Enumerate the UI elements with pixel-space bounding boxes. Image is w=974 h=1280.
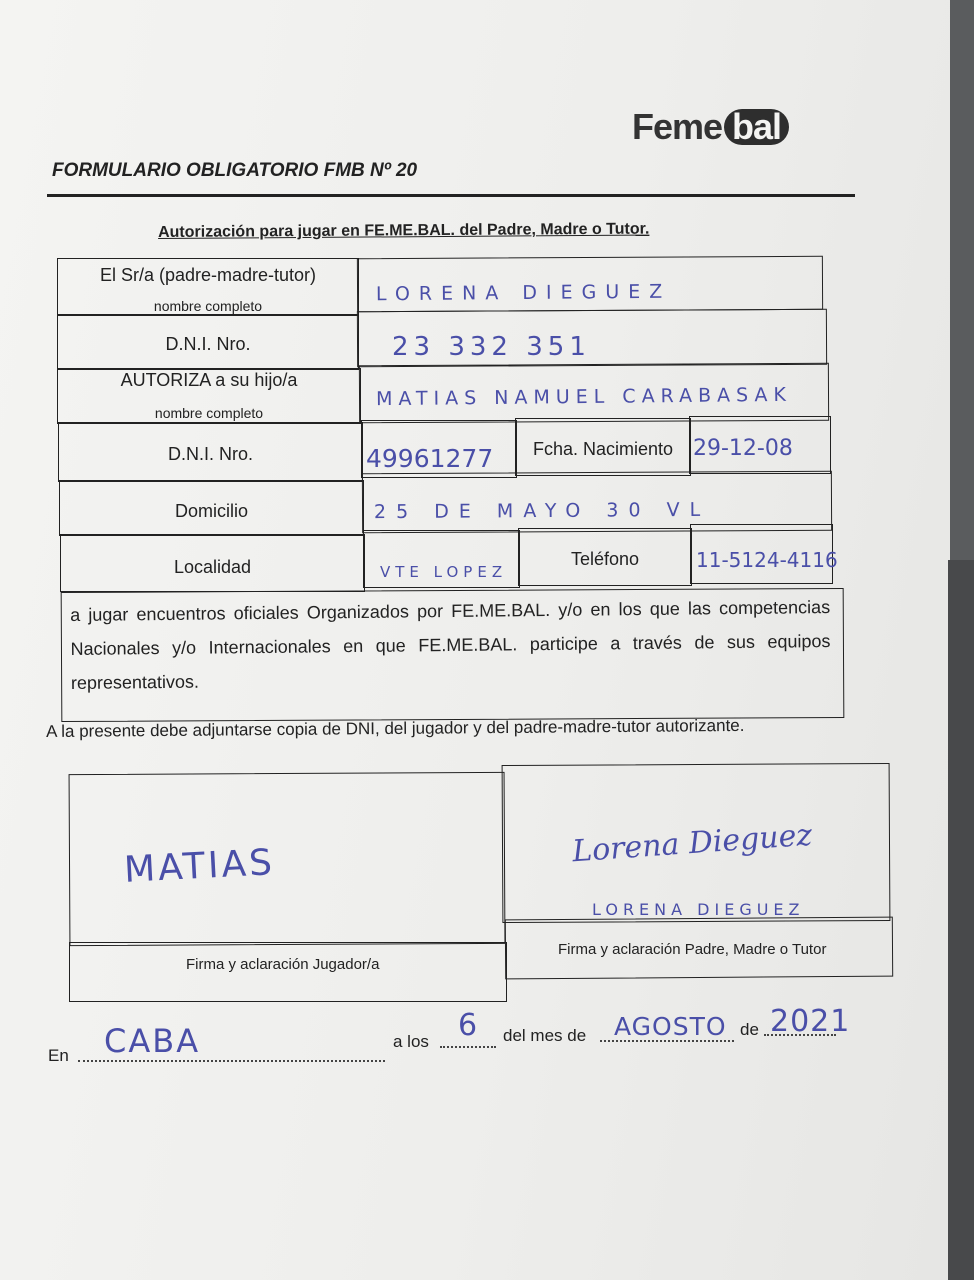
parent-signature-label: Firma y aclaración Padre, Madre o Tutor (558, 941, 827, 958)
form-title: FORMULARIO OBLIGATORIO FMB Nº 20 (52, 160, 418, 181)
place-label: En (48, 1046, 69, 1065)
logo-text-part1: Feme (632, 106, 723, 147)
child-label: AUTORIZA a su hijo/a (120, 370, 298, 390)
month-value: AGOSTO (614, 1012, 727, 1041)
logo-text-part2: bal (724, 109, 789, 145)
background-surface (948, 560, 974, 1280)
authorization-paragraph: a jugar encuentros oficiales Organizados por FE.ME.BAL. y/o en los que las competencias Nacionales y/o Internacionales en que FE.ME.BAL. participe a través de sus equipos representativos. (70, 597, 831, 693)
address-label: Domicilio (174, 501, 248, 521)
parent-name-value: LORENA DIEGUEZ (375, 280, 672, 306)
birth-value: 29-12-08 (693, 436, 793, 461)
child-sublabel: nombre completo (154, 405, 264, 421)
locality-value: VTE LOPEZ (380, 563, 508, 581)
year-value: 2021 (770, 1004, 851, 1039)
parent-label: El Sr/a (padre-madre-tutor) (99, 265, 317, 285)
parent-signature: Lorena Dieguez (571, 817, 814, 870)
phone-value: 11-5124-4116 (696, 548, 838, 572)
player-signature-label: Firma y aclaración Jugador/a (186, 956, 380, 973)
femebal-logo (632, 106, 789, 148)
locality-label: Localidad (173, 557, 252, 577)
place-dotted-line (78, 1060, 385, 1062)
phone-label: Teléfono (570, 549, 640, 569)
month-label: del mes de (503, 1026, 587, 1045)
birth-label: Fcha. Nacimiento (532, 439, 674, 459)
parent-sublabel: nombre completo (153, 298, 263, 314)
year-label: de (740, 1020, 759, 1039)
child-name-value: MATIAS NAMUEL CARABASAK (375, 383, 793, 411)
parent-dni-value: 23 332 351 (392, 332, 591, 362)
place-value: CABA (104, 1022, 201, 1060)
day-value: 6 (458, 1008, 478, 1043)
child-dni-label: D.N.I. Nro. (167, 444, 253, 464)
title-divider (47, 194, 855, 197)
child-dni-value: 49961277 (366, 444, 494, 473)
day-label: a los (393, 1032, 429, 1051)
parent-dni-label: D.N.I. Nro. (165, 334, 251, 354)
player-signature: MATIAS (123, 842, 276, 891)
day-dotted-line (440, 1046, 496, 1048)
attachment-note: A la presente debe adjuntarse copia de DNI, del jugador y del padre-madre-tutor autorizante. (46, 715, 745, 741)
address-value: 25 DE MAYO 30 VL (373, 498, 711, 524)
form-subtitle: Autorización para jugar en FE.ME.BAL. del Padre, Madre o Tutor. (158, 220, 650, 241)
parent-signature-name: LORENA DIEGUEZ (592, 900, 805, 919)
